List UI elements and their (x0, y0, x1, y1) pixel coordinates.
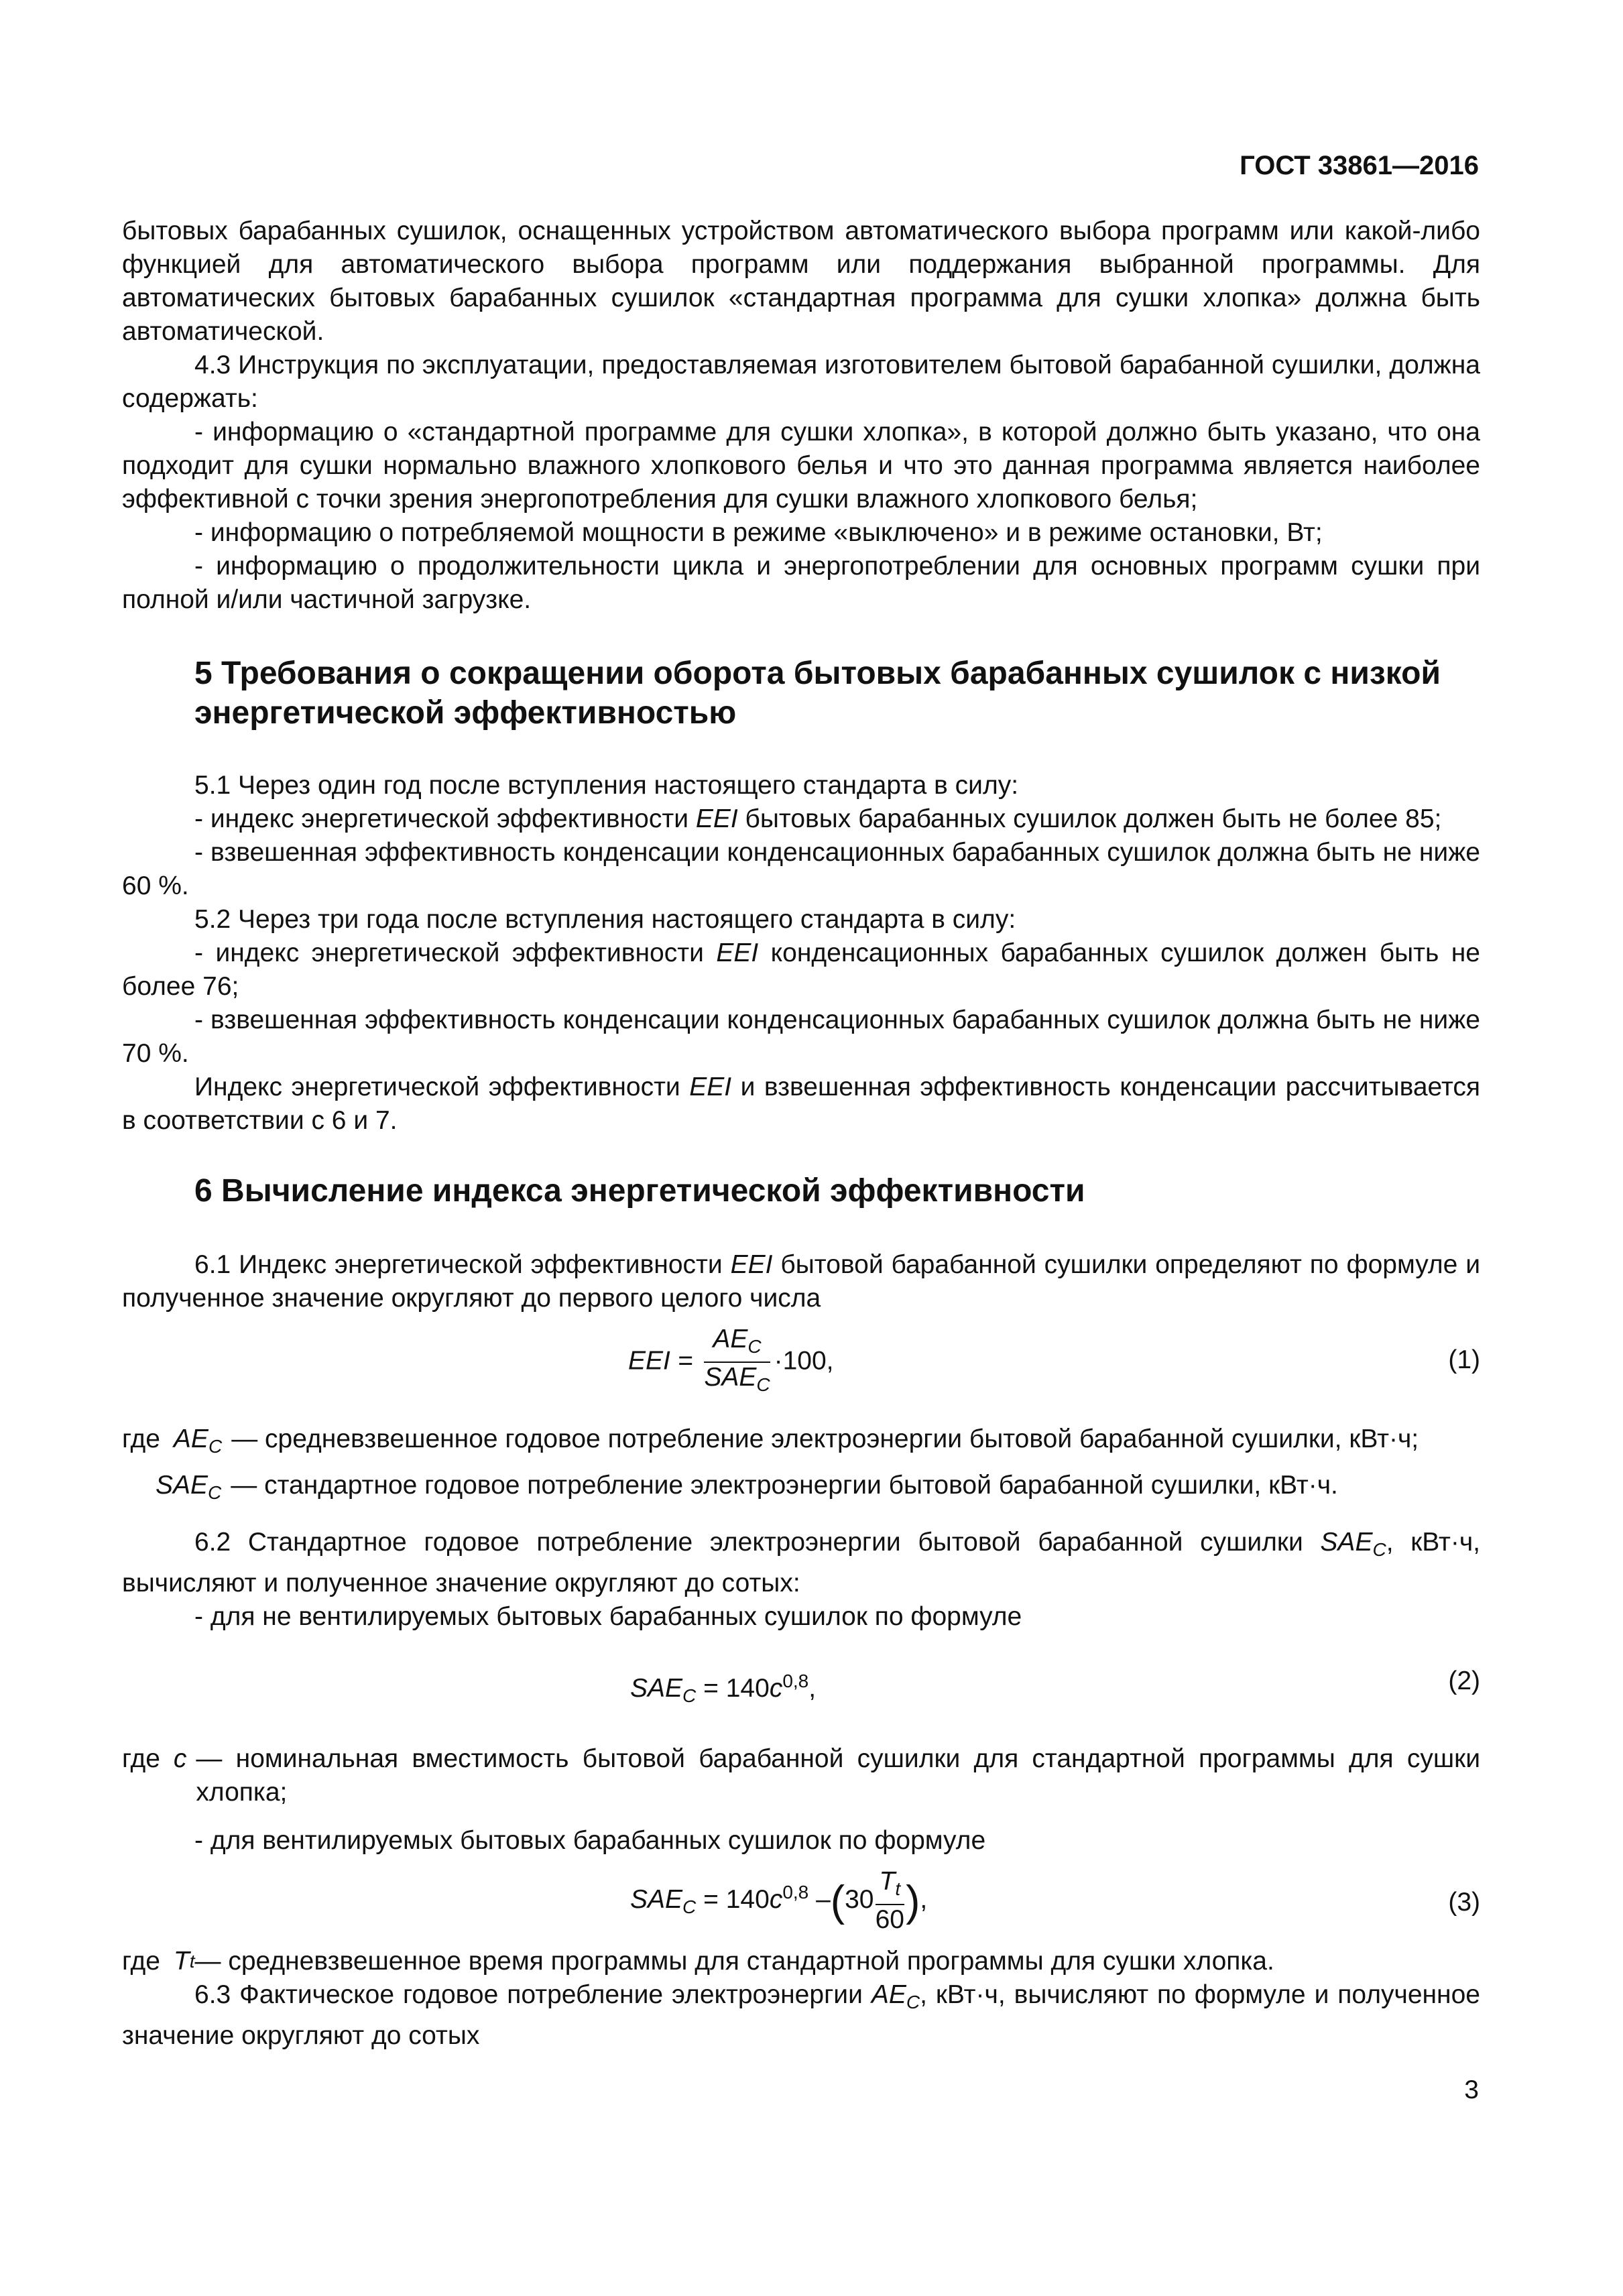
clause-5-1-item: - индекс энергетической эффективности EEI бытовых барабанных сушилок должен быть не более 85; (194, 804, 1442, 833)
clause-4-3-item: - информацию о «стандартной программе для сушки хлопка», в которой должно быть указано, что она подходит для сушки нормально влажного хлопкового белья и что это данная программа является наиболее эффективной с точки зрения энергопотребления для сушки влажного хлопкового белья; (122, 418, 1480, 513)
formula-number: (3) (1448, 1888, 1480, 1917)
clause-5-2: 5.2 Через три года после вступления настоящего стандарта в силу: (194, 905, 1016, 934)
page-content (122, 215, 1480, 2053)
section-6-title: 6 Вычисление индекса энергетической эффективности (194, 1173, 1085, 1209)
intro-paragraph: бытовых барабанных сушилок, оснащенных устройством автоматического выбора программ или какой-либо функцией для автоматического выбора программ или поддержания выбранной программы. Для автоматических бытовых барабанных сушилок «стандартная программа для сушки хлопка» должна быть автоматической. (122, 217, 1480, 346)
section-5-title: 5 Требования о сокращении оборота бытовых барабанных сушилок с низкой энергетической эффективностью (194, 656, 1441, 731)
clause-4-3-item: - информацию о продолжительности цикла и энергопотреблении для основных программ сушки при полной и/или частичной загрузке. (122, 552, 1480, 614)
clause-5-1-item: - взвешенная эффективность конденсации конденсационных барабанных сушилок должна быть не ниже 60 %. (122, 838, 1480, 900)
formula-number: (1) (1448, 1345, 1480, 1374)
document-header: ГОСТ 33861—2016 (1240, 151, 1479, 180)
clause-4-3: 4.3 Инструкция по эксплуатации, предоставляемая изготовителем бытовой барабанной сушилки, должна содержать: (122, 351, 1480, 413)
formula-2: $SAE_C = 140c^{0,8}$, (2) (122, 1658, 1480, 1711)
clause-6-2-item-2: - для вентилируемых бытовых барабанных сушилок по формуле (194, 1826, 986, 1855)
where-tt: где T t — средневзвешенное время программы для стандартной программы для сушки хлопка. (122, 1947, 1274, 1976)
clause-4-3-item: - информацию о потребляемой мощности в режиме «выключено» и в режиме остановки, Вт; (194, 518, 1323, 547)
clause-6-1: 6.1 Индекс энергетической эффективности EEI бытовой барабанной сушилки определяют по формуле и полученное значение округляют до первого целого числа (122, 1250, 1480, 1313)
where-sae: $SAE_C$ — стандартное годовое потребление электроэнергии бытовой барабанной сушилки, кВт·ч. (156, 1471, 1338, 1503)
clause-6-2-item: - для не вентилируемых бытовых барабанных сушилок по формуле (194, 1602, 1022, 1631)
formula-1: EEI = $\frac{AE_C}{SAE_C}$ ·100, (1) (628, 1325, 1480, 1395)
where-ae: где $AE_C$ — средневзвешенное годовое потребление электроэнергии бытовой барабанной сушилки, кВт·ч; (122, 1425, 1419, 1457)
clause-5-2-item: - взвешенная эффективность конденсации конденсационных барабанных сушилок должна быть не ниже 70 %. (122, 1006, 1480, 1068)
formula-3: $SAE_C = 140c^{0,8}$ –(30 $\frac{T_t}{60}$ ), (3) (630, 1867, 1480, 1934)
where-c: где c — номинальная вместимость бытовой барабанной сушилки для стандартной программы для сушки хлопка; (122, 1744, 1480, 1807)
clause-6-2: 6.2 Стандартное годовое потребление электроэнергии бытовой барабанной сушилки $SAE_C$, кВт·ч, вычисляют и полученное значение округляют до сотых: (122, 1528, 1480, 1597)
clause-5-1: 5.1 Через один год после вступления настоящего стандарта в силу: (194, 771, 1019, 800)
clause-6-3: 6.3 Фактическое годовое потребление электроэнергии $AE_C$, кВт·ч, вычисляют по формуле и полученное значение округляют до сотых (122, 1980, 1480, 2050)
clause-5-2-item: - индекс энергетической эффективности EEI конденсационных барабанных сушилок должен быть не более 76; (122, 939, 1480, 1001)
clause-5-3: Индекс энергетической эффективности EEI и взвешенная эффективность конденсации рассчитывается в соответствии с 6 и 7. (122, 1073, 1480, 1135)
formula-number: (2) (1448, 1667, 1480, 1695)
page-number: 3 (1464, 2075, 1479, 2104)
